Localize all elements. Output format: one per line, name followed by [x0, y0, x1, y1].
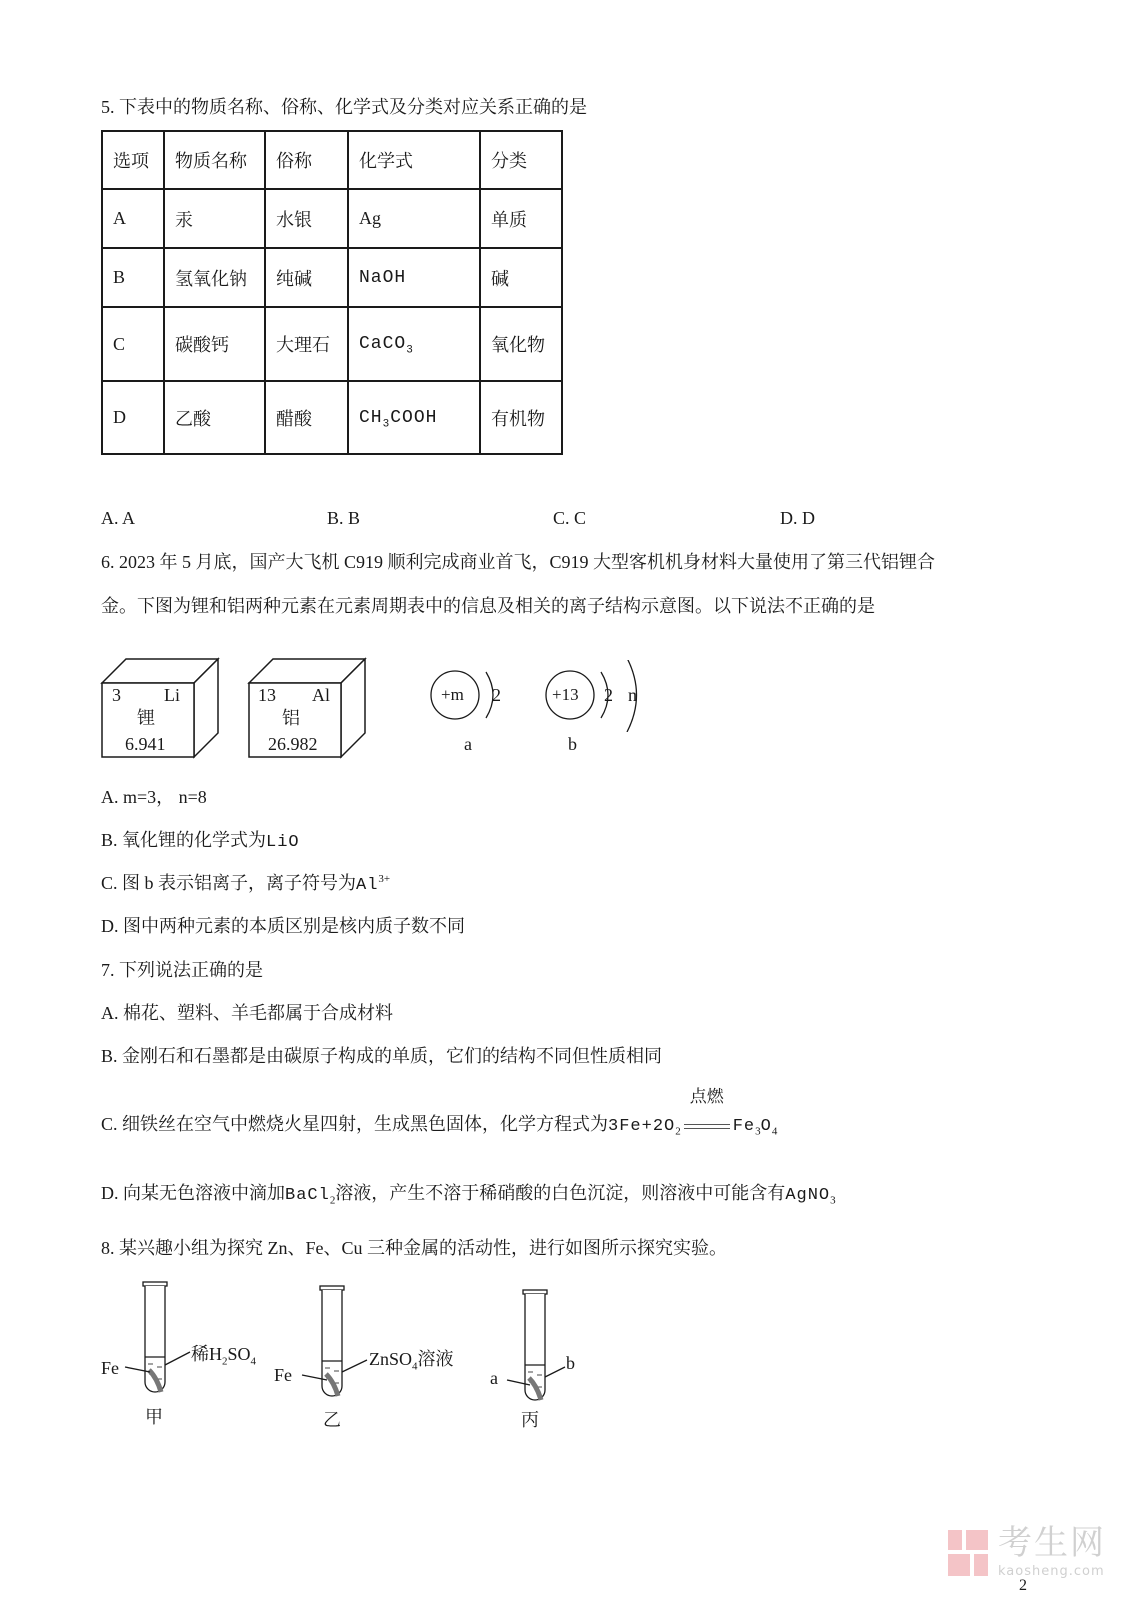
reaction-condition — [681, 1115, 733, 1139]
q6-choice-a: A. m=3， n=8 — [101, 787, 207, 807]
cell-name: 汞 — [164, 189, 265, 248]
equation-left: 3Fe+2O — [608, 1117, 676, 1136]
equation-left-sub: 2 — [675, 1125, 681, 1138]
q5-choices — [101, 508, 1001, 532]
solution-text: ZnSO — [369, 1349, 413, 1369]
choice-c-charge: 3+ — [378, 873, 391, 885]
condition-label: 点燃 — [689, 1087, 724, 1106]
solution-text: SO — [227, 1344, 251, 1364]
cell-category: 氧化物 — [480, 307, 562, 381]
formula-main: CaCO — [359, 334, 407, 354]
cell-category: 碱 — [480, 248, 562, 307]
tube-jia-solution — [191, 1343, 257, 1368]
ion-a-nucleus-charge: +m — [441, 685, 464, 704]
table-row — [102, 307, 562, 381]
solution-sub: 4 — [250, 1355, 257, 1368]
tube-bing — [523, 1290, 547, 1400]
choice-b-formula: LiO — [266, 833, 300, 852]
table-header-row — [102, 131, 562, 189]
cell-option: D — [102, 381, 164, 454]
cell-formula: Ag — [348, 189, 480, 248]
li-symbol: Li — [164, 685, 180, 705]
equals-sign — [684, 1124, 730, 1129]
cell-category: 单质 — [480, 189, 562, 248]
test-tube-diagram — [95, 1280, 575, 1430]
page-number: 2 — [1019, 1577, 1027, 1594]
tube-jia-metal: Fe — [101, 1358, 119, 1378]
cell-formula: NaOH — [348, 248, 480, 307]
ion-b-nucleus-charge: +13 — [552, 685, 579, 704]
watermark-cn: 考生网 — [998, 1523, 1106, 1563]
q6-stem-line2: 金。下图为锂和铝两种元素在元素周期表中的信息及相关的离子结构示意图。以下说法不正确的是 — [101, 596, 875, 616]
q7-choice-c — [101, 1112, 777, 1139]
cell-option: C — [102, 307, 164, 381]
ion-a-label: a — [464, 734, 472, 754]
q6-choice-b — [101, 828, 300, 855]
choice-d-formula1: BaCl — [285, 1186, 330, 1205]
q7-choice-b: B. 金刚石和石墨都是由碳原子构成的单质，它们的结构不同但性质相同 — [101, 1046, 663, 1066]
table-row — [102, 248, 562, 307]
formula-sub: 3 — [406, 344, 414, 357]
equation-right-fe: Fe — [732, 1117, 756, 1136]
cell-name: 碳酸钙 — [164, 307, 265, 381]
table-row — [102, 189, 562, 248]
equation-right-o: O — [760, 1117, 772, 1136]
cell-common: 醋酸 — [265, 381, 348, 454]
formula-sub: 3 — [382, 418, 391, 431]
cell-category: 有机物 — [480, 381, 562, 454]
al-atomic-number: 13 — [258, 685, 276, 705]
q7-stem: 7. 下列说法正确的是 — [101, 960, 263, 980]
choice-c-text: C. 图 b 表示铝离子，离子符号为 — [101, 873, 357, 893]
ion-b-shell-1-electrons: 2 — [604, 685, 613, 705]
solution-text: 稀H — [191, 1344, 222, 1364]
cell-name: 乙酸 — [164, 381, 265, 454]
choice-b-text: B. 氧化锂的化学式为 — [101, 830, 267, 850]
solution-text: 溶液 — [417, 1349, 454, 1369]
header-name: 物质名称 — [164, 131, 265, 189]
choice-d: D. D — [780, 508, 815, 528]
tube-yi-metal: Fe — [274, 1365, 292, 1385]
choice-d-text1: D. 向某无色溶液中滴加 — [101, 1183, 285, 1203]
li-atomic-number: 3 — [112, 685, 121, 705]
q5-stem: 5. 下表中的物质名称、俗称、化学式及分类对应关系正确的是 — [101, 97, 587, 117]
formula-post: COOH — [390, 407, 438, 428]
cell-option: B — [102, 248, 164, 307]
li-name: 锂 — [137, 708, 155, 728]
q6-choice-d: D. 图中两种元素的本质区别是核内质子数不同 — [101, 916, 465, 936]
choice-d-formula2: AgNO — [785, 1186, 831, 1205]
al-name: 铝 — [282, 708, 300, 728]
tube-jia-label: 甲 — [145, 1407, 163, 1427]
tube-yi-label: 乙 — [323, 1410, 341, 1430]
cell-name: 氢氧化钠 — [164, 248, 265, 307]
watermark-en: kaosheng.com — [998, 1564, 1105, 1579]
cell-common: 纯碱 — [265, 248, 348, 307]
choice-d-formula2-sub: 3 — [830, 1194, 836, 1207]
choice-d-text2: 溶液，产生不溶于稀硝酸的白色沉淀，则溶液中可能含有 — [335, 1183, 786, 1203]
header-formula: 化学式 — [348, 131, 480, 189]
kaosheng-watermark — [948, 1523, 1118, 1580]
li-mass: 6.941 — [125, 734, 166, 754]
table-row — [102, 381, 562, 454]
formula-pre: CH — [359, 407, 383, 428]
al-mass: 26.982 — [268, 734, 318, 754]
solution-sub: 2 — [222, 1355, 228, 1368]
equation-right-sub2: 4 — [771, 1125, 778, 1138]
choice-c: C. C — [553, 508, 587, 528]
tube-bing-solution: b — [566, 1353, 575, 1373]
choice-c-formula: Al — [356, 876, 379, 895]
header-common: 俗称 — [265, 131, 348, 189]
tube-jia — [143, 1282, 167, 1392]
choice-d-formula1-sub: 2 — [329, 1194, 336, 1207]
q8-stem: 8. 某兴趣小组为探究 Zn、Fe、Cu 三种金属的活动性，进行如图所示探究实验。 — [101, 1238, 727, 1258]
kaosheng-logo-icon — [948, 1530, 990, 1578]
choice-a: A. A — [101, 508, 136, 528]
tube-yi-solution — [369, 1348, 454, 1373]
cell-common: 大理石 — [265, 307, 348, 381]
q6-choice-c — [101, 871, 390, 898]
equation-right-sub1: 3 — [755, 1125, 761, 1138]
header-category: 分类 — [480, 131, 562, 189]
ion-b-shell-2-electrons: n — [628, 685, 637, 705]
ion-a-shell-electrons: 2 — [492, 685, 501, 705]
al-symbol: Al — [312, 685, 330, 705]
cell-option: A — [102, 189, 164, 248]
q6-stem-line1: 6. 2023 年 5 月底，国产大飞机 C919 顺利完成商业首飞，C919 大型客机机身材料大量使用了第三代铝锂合 — [101, 552, 936, 572]
choice-c-text: C. 细铁丝在空气中燃烧火星四射，生成黑色固体，化学方程式为 — [101, 1114, 609, 1134]
q5-table — [101, 130, 563, 455]
tube-bing-metal: a — [490, 1368, 498, 1388]
tube-bing-label: 丙 — [521, 1410, 539, 1430]
choice-b: B. B — [327, 508, 361, 528]
header-option: 选项 — [102, 131, 164, 189]
cell-common: 水银 — [265, 189, 348, 248]
q7-choice-a: A. 棉花、塑料、羊毛都属于合成材料 — [101, 1003, 393, 1023]
solution-sub: 4 — [412, 1360, 418, 1373]
q7-choice-d — [101, 1181, 836, 1208]
ion-b-label: b — [568, 734, 577, 754]
cell-formula — [348, 381, 480, 454]
cell-formula — [348, 307, 480, 381]
